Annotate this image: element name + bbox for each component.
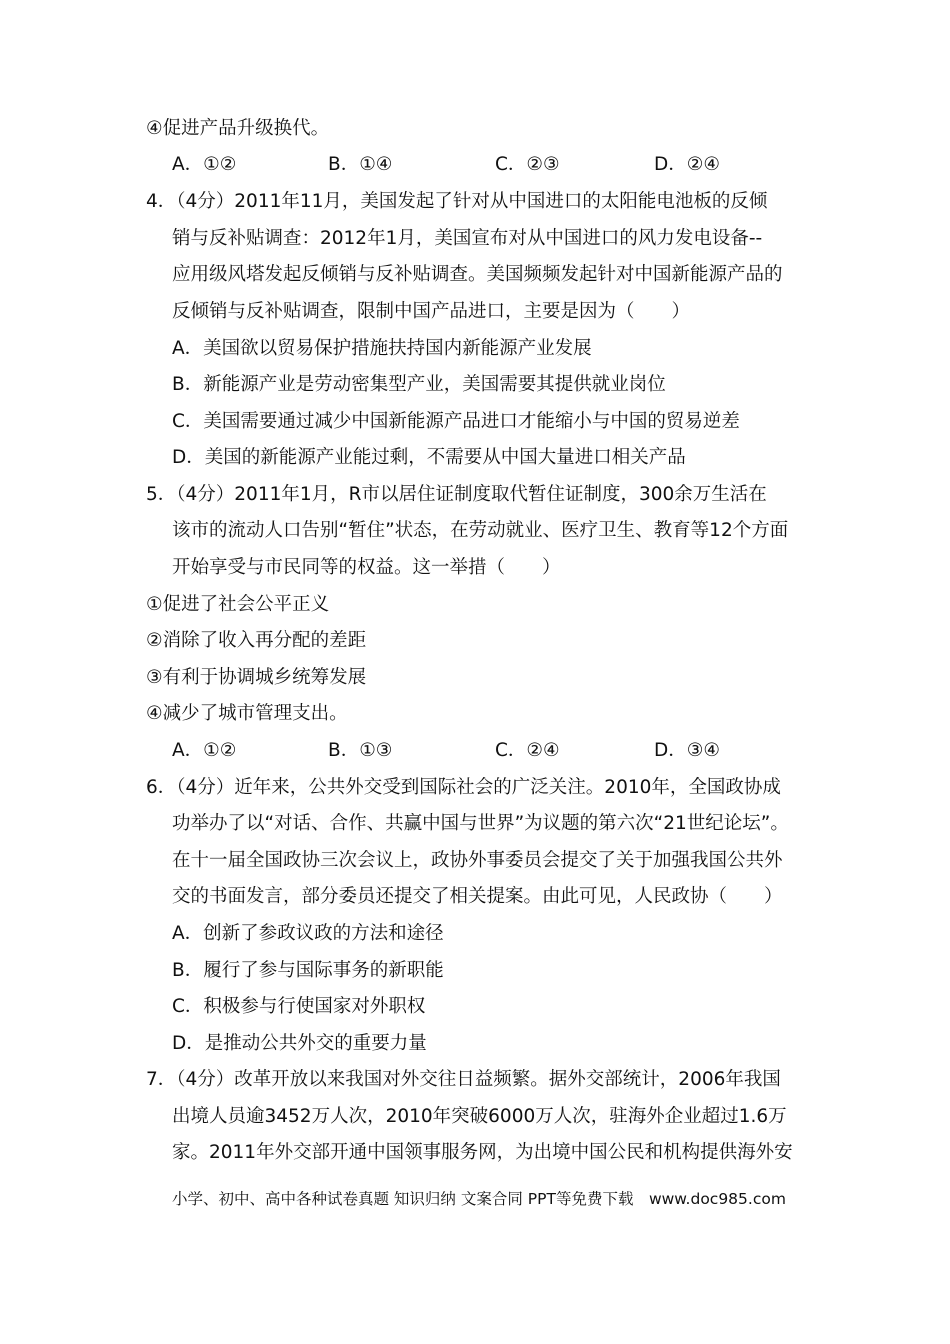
question-7-line: 7．（4分）改革开放以来我国对外交往日益频繁。据外交部统计，2006年我国 [146, 1069, 781, 1090]
question-4-line: 4．（4分）2011年11月，美国发起了针对从中国进口的太阳能电池板的反倾 [146, 191, 768, 212]
option-b: B．①③ [328, 740, 393, 761]
option-line: C．积极参与行使国家对外职权 [172, 996, 426, 1017]
question-6-line: 6．（4分）近年来，公共外交受到国际社会的广泛关注。2010年，全国政协成 [146, 777, 781, 798]
text-line: 功举办了以“对话、合作、共赢中国与世界”为议题的第六次“21世纪论坛”。 [172, 813, 789, 834]
statement-line: ④减少了城市管理支出。 [146, 703, 348, 724]
option-line: D．美国的新能源产业能过剩，不需要从中国大量进口相关产品 [172, 447, 686, 468]
option-a: A．①② [172, 154, 237, 175]
option-line: B．履行了参与国际事务的新职能 [172, 960, 444, 981]
option-a: A．①② [172, 740, 237, 761]
statement-line: ②消除了收入再分配的差距 [146, 630, 367, 651]
option-line: B．新能源产业是劳动密集型产业，美国需要其提供就业岗位 [172, 374, 666, 395]
text-line: 交的书面发言，部分委员还提交了相关提案。由此可见，人民政协（ ） [172, 886, 783, 907]
option-b: B．①④ [328, 154, 393, 175]
text-line: 销与反补贴调查：2012年1月，美国宣布对从中国进口的风力发电设备‐‐ [172, 228, 763, 249]
option-line: A．美国欲以贸易保护措施扶持国内新能源产业发展 [172, 338, 592, 359]
text-line: 家。2011年外交部开通中国领事服务网，为出境中国公民和机构提供海外安 [172, 1142, 793, 1163]
option-d: D．③④ [654, 740, 720, 761]
option-c: C．②③ [495, 154, 560, 175]
text-line: 开始享受与市民同等的权益。这一举措（ ） [172, 557, 561, 578]
option-line: A．创新了参政议政的方法和途径 [172, 923, 444, 944]
option-line: C．美国需要通过减少中国新能源产品进口才能缩小与中国的贸易逆差 [172, 411, 740, 432]
option-line: D．是推动公共外交的重要力量 [172, 1033, 427, 1054]
page-footer: 小学、初中、高中各种试卷真题 知识归纳 文案合同 PPT等免费下载 www.doc985.com [172, 1190, 786, 1208]
text-line: 反倾销与反补贴调查，限制中国产品进口，主要是因为（ ） [172, 301, 691, 322]
text-line: 应用级风塔发起反倾销与反补贴调查。美国频频发起针对中国新能源产品的 [172, 264, 783, 285]
question-5-line: 5．（4分）2011年1月，R市以居住证制度取代暂住证制度，300余万生活在 [146, 484, 767, 505]
text-line: 该市的流动人口告别“暂住”状态，在劳动就业、医疗卫生、教育等12个方面 [172, 520, 789, 541]
option-d: D．②④ [654, 154, 720, 175]
text-line: 在十一届全国政协三次会议上，政协外事委员会提交了关于加强我国公共外 [172, 850, 783, 871]
statement-line: ①促进了社会公平正义 [146, 594, 330, 615]
statement-line: ③有利于协调城乡统筹发展 [146, 667, 367, 688]
option-c: C．②④ [495, 740, 560, 761]
text-line: 出境人员逾3452万人次，2010年突破6000万人次，驻海外企业超过1.6万 [172, 1106, 787, 1127]
text-line: ④促进产品升级换代。 [146, 118, 330, 139]
